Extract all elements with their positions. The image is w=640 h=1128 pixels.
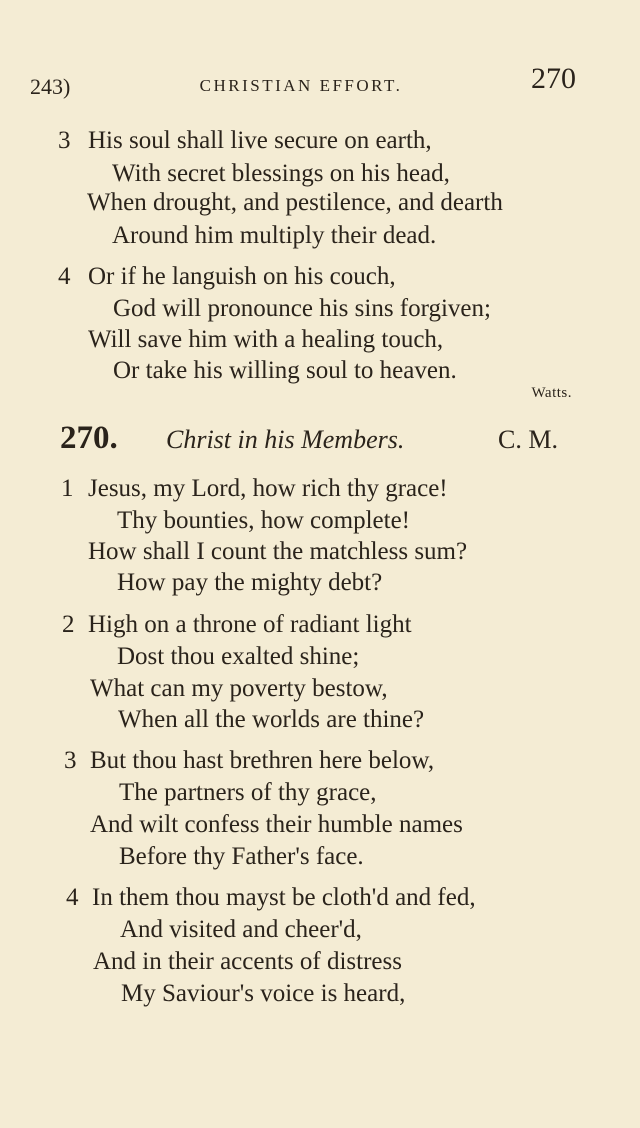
verse-number: 2	[62, 611, 75, 638]
hymn-meter: C. M.	[498, 425, 558, 454]
verse-line: God will pronounce his sins forgiven;	[113, 295, 491, 322]
verse-line: Jesus, my Lord, how rich thy grace!	[88, 475, 448, 502]
verse-line: The partners of thy grace,	[119, 779, 377, 806]
verse-line: And visited and cheer'd,	[120, 916, 362, 943]
verse-line: Thy bounties, how complete!	[117, 507, 410, 534]
verse-line: What can my poverty bestow,	[90, 675, 388, 702]
verse-number: 4	[66, 884, 79, 911]
page-number: 270	[531, 62, 576, 95]
hymn-title: Christ in his Members.	[166, 425, 405, 454]
verse-line: His soul shall live secure on earth,	[88, 127, 432, 154]
header-hymn-range: 243)	[30, 74, 71, 99]
verse-line: When drought, and pestilence, and dearth	[87, 189, 503, 216]
verse-number: 4	[58, 263, 71, 290]
verse-line: How pay the mighty debt?	[117, 569, 383, 596]
verse-line: But thou hast brethren here below,	[90, 747, 435, 774]
verse-line: High on a throne of radiant light	[88, 611, 412, 638]
verse-line: My Saviour's voice is heard,	[121, 980, 406, 1007]
header-section-title: CHRISTIAN EFFORT.	[199, 76, 403, 95]
verse-line: Around him multiply their dead.	[112, 222, 437, 249]
verse-line: Will save him with a healing touch,	[88, 326, 444, 353]
verse-number: 3	[64, 747, 77, 774]
verse-number: 3	[58, 127, 71, 154]
verse-line: Or take his willing soul to heaven.	[113, 357, 457, 384]
running-header	[30, 62, 576, 102]
verse-line: Or if he languish on his couch,	[88, 263, 396, 290]
verse-line: And in their accents of distress	[93, 948, 402, 975]
author-attribution: Watts.	[531, 385, 572, 401]
verse-line: How shall I count the matchless sum?	[88, 538, 468, 565]
verse-line: And wilt confess their humble names	[90, 811, 463, 838]
hymn-number: 270.	[60, 420, 118, 456]
verse-line: In them thou mayst be cloth'd and fed,	[92, 884, 476, 911]
verse-line: When all the worlds are thine?	[118, 706, 425, 733]
verse-line: Before thy Father's face.	[119, 843, 364, 870]
verse-number: 1	[61, 475, 74, 502]
verse-line: With secret blessings on his head,	[112, 160, 450, 187]
verse-line: Dost thou exalted shine;	[117, 643, 360, 670]
hymn-heading	[60, 420, 558, 460]
